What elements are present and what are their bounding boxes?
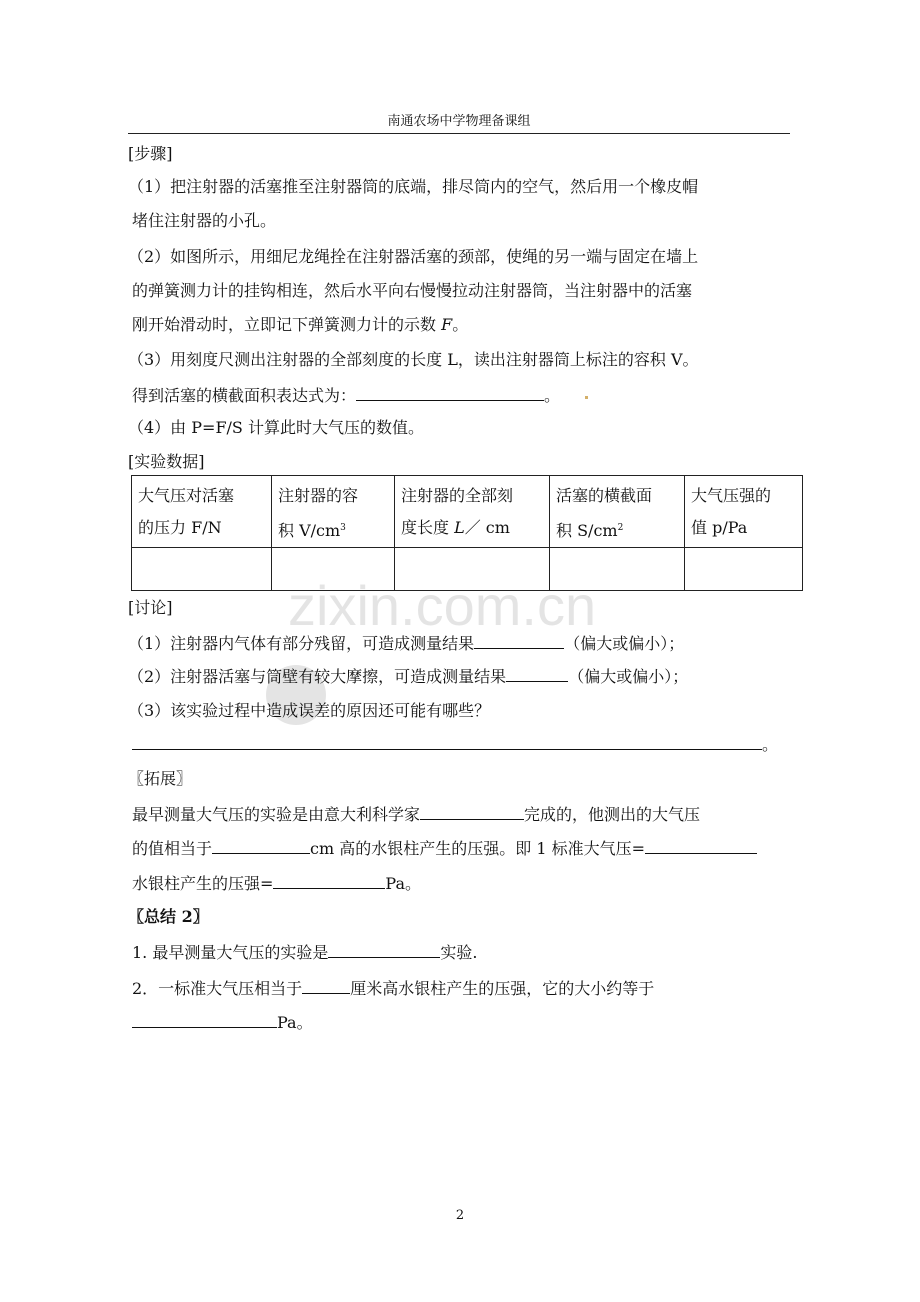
mercury-height-blank[interactable]: [212, 837, 310, 854]
data-heading: [实验数据]: [128, 452, 205, 471]
extension-line-1: 最早测量大气压的实验是由意大利科学家 完成的，他测出的大气压: [132, 805, 701, 824]
step-3-line-1: （3）用刻度尺测出注射器的全部刻度的长度 L，读出注射器筒上标注的容积 V。: [128, 350, 699, 369]
column-pressure-force: 大气压对活塞 的压力 F/N: [132, 476, 272, 548]
discussion-3: （3）该实验过程中造成误差的原因还可能有哪些？: [128, 701, 491, 720]
step-2-line-3: [132, 314, 468, 336]
extension-line-3: 水银柱产生的压强= Pa。: [132, 874, 422, 893]
column-scale-length: 注射器的全部刻 度长度 L／ cm: [395, 476, 550, 548]
step-3-line-2: [132, 384, 560, 407]
table-cell[interactable]: [550, 548, 685, 591]
summary-3-blank[interactable]: [132, 1011, 277, 1028]
column-atmospheric-pressure: 大气压强的 值 p/Pa: [685, 476, 803, 548]
step-2-line-1: （2）如图所示，用细尼龙绳拴在注射器活塞的颈部，使绳的另一端与固定在墙上: [128, 247, 699, 266]
step-4: （4）由 P=F/S 计算此时大气压的数值。: [128, 418, 424, 437]
area-expression-end: 。: [544, 386, 561, 405]
discussion-3-blank[interactable]: [132, 733, 762, 750]
step-1-line-1: （1）把注射器的活塞推至注射器筒的底端，排尽筒内的空气，然后用一个橡皮帽: [128, 177, 699, 196]
step-1-line-2: 堵住注射器的小孔。: [132, 211, 277, 230]
data-table: [131, 475, 803, 591]
summary-1-blank[interactable]: [328, 941, 440, 958]
summary-heading: 〖总结 2〗: [128, 907, 209, 926]
step-2-text: 刚开始滑动时，立即记下弹簧测力计的示数: [132, 315, 442, 334]
steps-heading: [步骤]: [128, 144, 173, 163]
table-header-row: [132, 476, 803, 548]
pressure-pa-blank[interactable]: [273, 872, 385, 889]
scientist-blank[interactable]: [420, 803, 524, 820]
step-2-end: 。: [452, 315, 469, 334]
extension-line-2: 的值相当于 cm 高的水银柱产生的压强。即 1 标准大气压=: [132, 837, 757, 860]
discussion-2-blank[interactable]: [506, 665, 568, 682]
speck-mark: [585, 396, 588, 399]
column-syringe-volume: 注射器的容 积 $V/cm^3$: [272, 476, 395, 548]
standard-pressure-blank[interactable]: [645, 837, 757, 854]
discussion-heading: [讨论]: [128, 598, 173, 617]
extension-heading: 〖拓展〗: [128, 769, 193, 788]
page-header: 南通农场中学物理备课组: [128, 113, 790, 134]
table-cell[interactable]: [132, 548, 272, 591]
area-expression-label: 得到活塞的横截面积表达式为：: [132, 386, 357, 405]
table-cell[interactable]: [685, 548, 803, 591]
discussion-1-blank[interactable]: [474, 632, 564, 649]
watermark-text: zixin.com.cn: [288, 575, 597, 637]
summary-3: Pa。: [132, 1011, 313, 1034]
discussion-1: （1）注射器内气体有部分残留，可造成测量结果 （偏大或偏小）；: [128, 634, 685, 653]
page-number: 2: [455, 1208, 465, 1223]
table-cell[interactable]: [272, 548, 395, 591]
step-2-line-2: 的弹簧测力计的挂钩相连，然后水平向右慢慢拉动注射器筒，当注射器中的活塞: [132, 281, 693, 300]
table-row: [132, 548, 803, 591]
summary-1: 1. 最早测量大气压的实验是 实验.: [132, 943, 478, 962]
area-expression-blank[interactable]: [356, 384, 544, 401]
summary-2-blank[interactable]: [302, 977, 350, 994]
summary-2: 2．一标准大气压相当于 厘米高水银柱产生的压强，它的大小约等于: [132, 979, 655, 998]
force-variable: F: [441, 315, 453, 334]
discussion-2: （2）注射器活塞与筒壁有较大摩擦，可造成测量结果 （偏大或偏小）；: [128, 667, 689, 686]
column-cross-section-area: 活塞的横截面 积 $S/cm^2$: [550, 476, 685, 548]
discussion-3-answer: 。: [132, 733, 778, 756]
table-cell[interactable]: [395, 548, 550, 591]
